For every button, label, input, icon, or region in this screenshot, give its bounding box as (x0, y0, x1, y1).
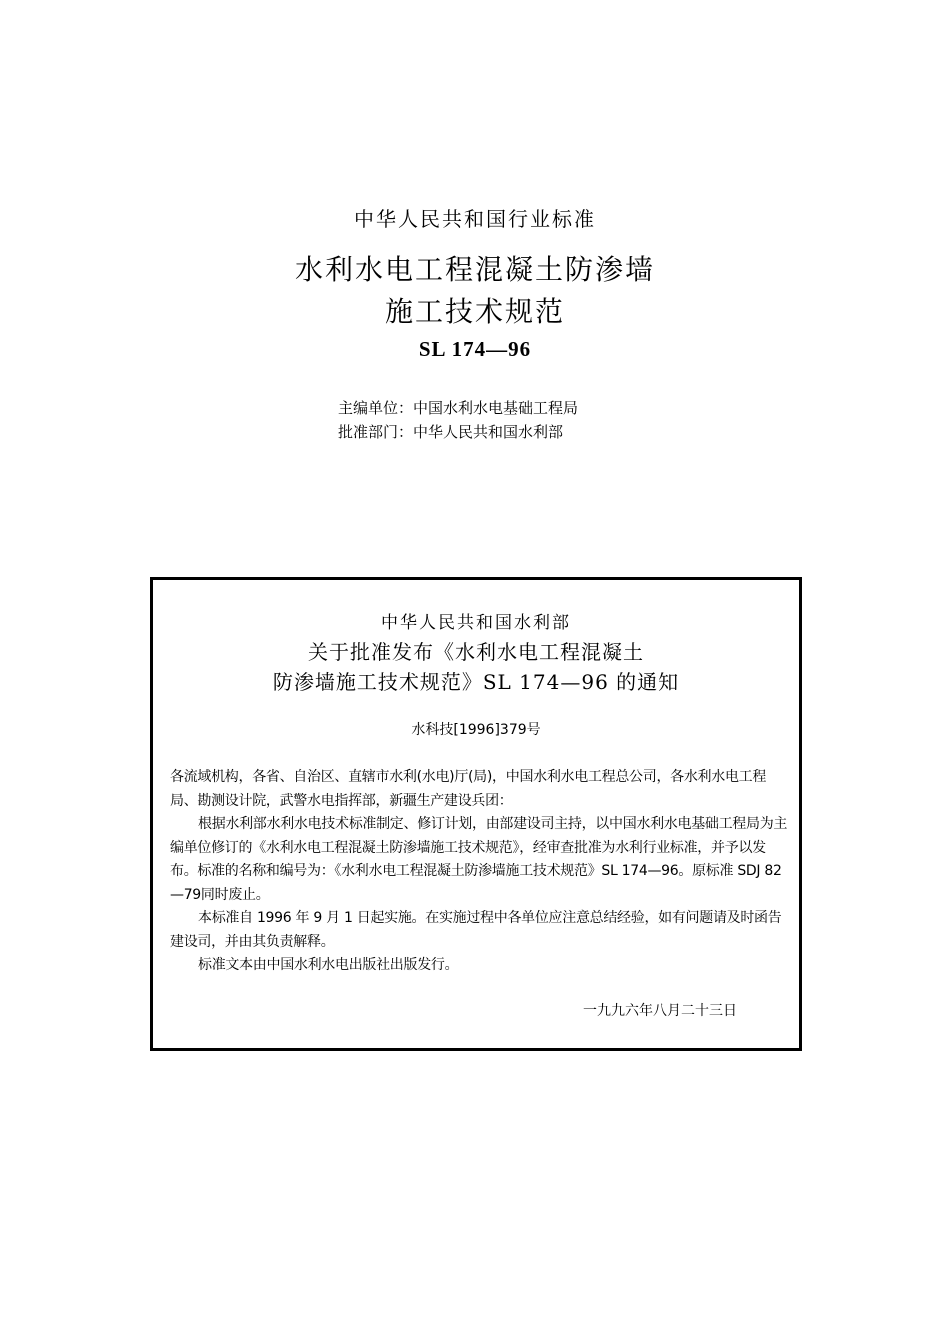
document-title-line1: 水利水电工程混凝土防渗墙 (294, 253, 655, 286)
notice-title-line2: 防渗墙施工技术规范》SL 174—96 的通知 (272, 670, 680, 694)
standard-code: SL 174—96 (418, 337, 532, 361)
editor-unit: 主编单位：中国水利水电基础工程局 (338, 399, 579, 417)
notice-paragraph: 本标准自 1996 年 9 月 1 日起实施。在实施过程中各单位应注意总结经验，如有问题请及时函告建设司，并由其负责解释。 (170, 910, 782, 950)
document-number: 水科技[1996]379号 (411, 722, 541, 738)
notice-paragraph: 标准文本由中国水利水电出版社出版发行。 (198, 957, 459, 973)
notice-paragraph: 各流域机构，各省、自治区、直辖市水利(水电)厅(局)，中国水利水电工程总公司，各水利水电工程局、勘测设计院，武警水电指挥部，新疆生产建设兵团： (170, 769, 767, 809)
notice-box (150, 577, 802, 1051)
notice-date: 一九九六年八月二十三日 (583, 1003, 737, 1019)
notice-paragraph: 根据水利部水利水电技术标准制定、修订计划，由部建设司主持，以中国水利水电基础工程局为主编单位修订的《水利水电工程混凝土防渗墙施工技术规范》，经审查批准为水利行业标准，并予以发布。标准的名称和编号为：《水利水电工程混凝土防渗墙施工技术规范》SL 174—96。原标准 SDJ 82—79同时废止。 (170, 816, 788, 903)
approving-department: 批准部门：中华人民共和国水利部 (338, 423, 564, 441)
document-title-line2: 施工技术规范 (384, 295, 565, 328)
notice-body (170, 766, 790, 978)
notice-issuer: 中华人民共和国水利部 (381, 613, 571, 633)
notice-title-line1: 关于批准发布《水利水电工程混凝土 (308, 640, 644, 664)
standard-category: 中华人民共和国行业标准 (354, 207, 596, 231)
